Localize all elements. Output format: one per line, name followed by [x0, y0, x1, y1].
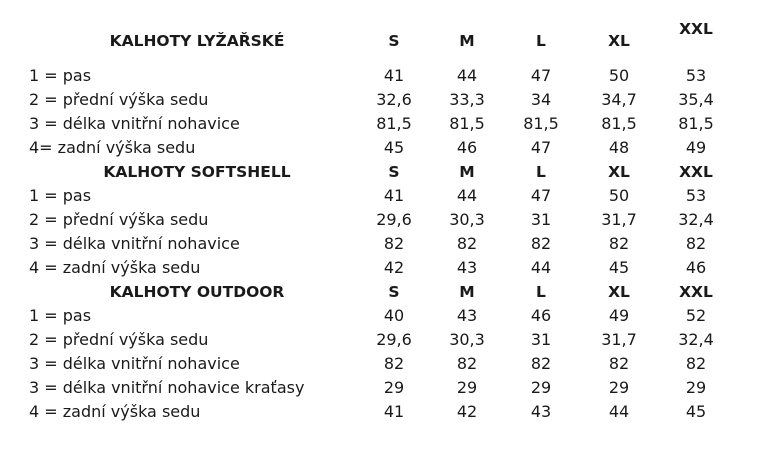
measurement-value: 45: [608, 258, 630, 277]
measurement-value: 34,7: [601, 90, 637, 109]
measurement-label: 2 = přední výška sedu: [29, 330, 209, 349]
measurement-value: 47: [530, 186, 552, 205]
measurement-value: 31,7: [601, 210, 637, 229]
measurement-value: 44: [530, 258, 552, 277]
measurement-value: 41: [383, 402, 405, 421]
measurement-label: 3 = délka vnitřní nohavice: [29, 234, 240, 253]
measurement-value: 48: [608, 138, 630, 157]
measurement-label: 1 = pas: [29, 186, 92, 205]
size-header: M: [459, 283, 475, 301]
measurement-value: 32,6: [376, 90, 412, 109]
size-header: XXL: [679, 283, 713, 301]
measurement-value: 82: [608, 354, 630, 373]
measurement-value: 41: [383, 186, 405, 205]
size-header: L: [536, 32, 546, 50]
measurement-value: 50: [608, 186, 630, 205]
measurement-value: 82: [608, 234, 630, 253]
measurement-value: 45: [383, 138, 405, 157]
measurement-value: 44: [456, 186, 478, 205]
size-header: L: [536, 283, 546, 301]
measurement-value: 43: [530, 402, 552, 421]
measurement-value: 53: [685, 66, 707, 85]
size-header: S: [388, 283, 400, 301]
measurement-value: 82: [685, 234, 707, 253]
measurement-label: 3 = délka vnitřní nohavice: [29, 354, 240, 373]
measurement-value: 82: [456, 234, 478, 253]
measurement-label: 2 = přední výška sedu: [29, 90, 209, 109]
size-header: M: [459, 163, 475, 181]
measurement-value: 43: [456, 306, 478, 325]
measurement-label: 1 = pas: [29, 306, 92, 325]
measurement-value: 31: [530, 330, 552, 349]
section-title: KALHOTY LYŽAŘSKÉ: [109, 32, 285, 50]
measurement-value: 82: [685, 354, 707, 373]
size-header: L: [536, 163, 546, 181]
size-header: M: [459, 32, 475, 50]
measurement-value: 31,7: [601, 330, 637, 349]
measurement-value: 30,3: [449, 330, 485, 349]
measurement-value: 42: [383, 258, 405, 277]
section-title: KALHOTY SOFTSHELL: [103, 163, 291, 181]
measurement-value: 43: [456, 258, 478, 277]
measurement-value: 46: [456, 138, 478, 157]
measurement-value: 29: [608, 378, 630, 397]
measurement-value: 81,5: [678, 114, 714, 133]
measurement-value: 47: [530, 66, 552, 85]
measurement-label: 4 = zadní výška sedu: [29, 258, 201, 277]
size-header: XL: [608, 32, 630, 50]
measurement-label: 4 = zadní výška sedu: [29, 402, 201, 421]
measurement-value: 46: [685, 258, 707, 277]
measurement-value: 29: [456, 378, 478, 397]
size-header: XL: [608, 283, 630, 301]
measurement-value: 29,6: [376, 330, 412, 349]
size-header: XXL: [679, 20, 713, 38]
measurement-value: 29,6: [376, 210, 412, 229]
measurement-label: 1 = pas: [29, 66, 92, 85]
measurement-value: 81,5: [376, 114, 412, 133]
measurement-value: 49: [685, 138, 707, 157]
measurement-value: 46: [530, 306, 552, 325]
measurement-value: 34: [530, 90, 552, 109]
measurement-value: 29: [685, 378, 707, 397]
measurement-value: 32,4: [678, 330, 714, 349]
size-header: XXL: [679, 163, 713, 181]
measurement-value: 42: [456, 402, 478, 421]
measurement-value: 82: [456, 354, 478, 373]
measurement-value: 31: [530, 210, 552, 229]
measurement-value: 50: [608, 66, 630, 85]
measurement-value: 81,5: [523, 114, 559, 133]
measurement-value: 35,4: [678, 90, 714, 109]
measurement-value: 45: [685, 402, 707, 421]
size-header: S: [388, 32, 400, 50]
measurement-value: 41: [383, 66, 405, 85]
measurement-label: 3 = délka vnitřní nohavice kraťasy: [29, 378, 305, 397]
measurement-value: 33,3: [449, 90, 485, 109]
measurement-label: 2 = přední výška sedu: [29, 210, 209, 229]
measurement-value: 29: [383, 378, 405, 397]
measurement-label: 3 = délka vnitřní nohavice: [29, 114, 240, 133]
measurement-value: 82: [530, 234, 552, 253]
measurement-value: 47: [530, 138, 552, 157]
measurement-value: 81,5: [601, 114, 637, 133]
measurement-value: 81,5: [449, 114, 485, 133]
size-header: S: [388, 163, 400, 181]
measurement-value: 44: [608, 402, 630, 421]
size-header: XL: [608, 163, 630, 181]
section-title: KALHOTY OUTDOOR: [109, 283, 285, 301]
measurement-value: 52: [685, 306, 707, 325]
measurement-value: 40: [383, 306, 405, 325]
measurement-value: 44: [456, 66, 478, 85]
measurement-label: 4= zadní výška sedu: [29, 138, 196, 157]
measurement-value: 82: [383, 234, 405, 253]
measurement-value: 32,4: [678, 210, 714, 229]
measurement-value: 82: [383, 354, 405, 373]
measurement-value: 82: [530, 354, 552, 373]
measurement-value: 30,3: [449, 210, 485, 229]
measurement-value: 49: [608, 306, 630, 325]
measurement-value: 53: [685, 186, 707, 205]
measurement-value: 29: [530, 378, 552, 397]
